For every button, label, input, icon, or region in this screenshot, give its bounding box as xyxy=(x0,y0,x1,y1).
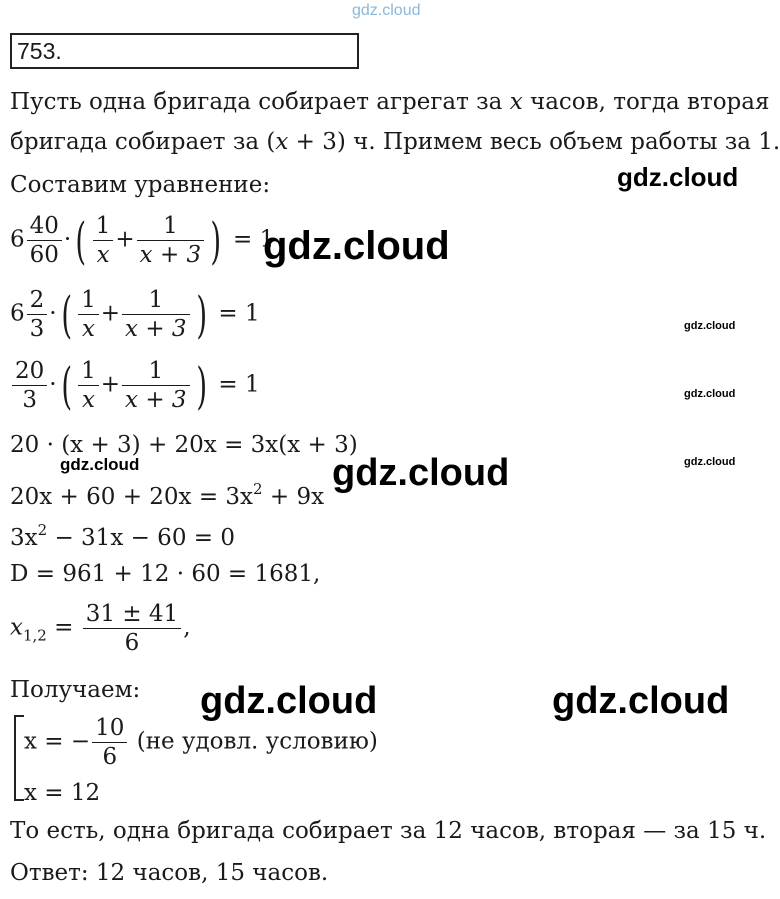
eq1-mixed-fraction xyxy=(27,212,62,269)
intro-line-2 xyxy=(10,129,780,155)
eq6-exponent: 2 xyxy=(37,521,48,539)
watermark: gdz.cloud xyxy=(684,388,736,400)
intro-line-2-x: x xyxy=(275,129,289,155)
solution-2: x = 12 xyxy=(24,780,101,806)
eq2-frac-1 xyxy=(78,286,99,343)
watermark-top: gdz.cloud xyxy=(352,2,421,19)
eq2-f1-num: 1 xyxy=(78,286,99,315)
watermark: gdz.cloud xyxy=(263,224,450,268)
watermark: gdz.cloud xyxy=(332,452,510,494)
eq1-whole: 6 xyxy=(10,226,25,253)
watermark: gdz.cloud xyxy=(200,680,378,722)
eq1-mixed-num: 40 xyxy=(27,212,62,241)
watermark: gdz.cloud xyxy=(684,320,736,332)
eq3-lead-fraction xyxy=(12,357,47,414)
eq3-f1-num: 1 xyxy=(78,357,99,386)
eq5-part-a: 20x + 60 + 20x = 3x xyxy=(10,484,254,510)
solution-bracket xyxy=(14,715,24,801)
eq2-mixed-den: 3 xyxy=(29,316,45,342)
roots-den: 6 xyxy=(124,630,140,656)
intro-text-b: часов, тогда вторая xyxy=(522,89,770,115)
eq3-lead-den: 3 xyxy=(22,387,37,413)
eq2-whole: 6 xyxy=(10,300,25,327)
eq3-f2-num: 1 xyxy=(122,357,190,386)
eq2-rhs: = 1 xyxy=(218,300,260,327)
eq5-part-b: + 9x xyxy=(262,484,325,510)
sol1-lhs: x = − xyxy=(24,728,91,755)
eq3-f2-den: x + 3 xyxy=(125,387,187,413)
equation-1: 6 $\frac{40}{60}$ ·( $\frac{1}{x}$ + $\frac{1}{x + 3}$ ) = 1 xyxy=(10,211,275,270)
roots-tail: , xyxy=(183,614,191,641)
intro-text-a: Пусть одна бригада собирает агрегат за xyxy=(10,89,510,115)
problem-number-box xyxy=(10,33,359,69)
eq3-rhs: = 1 xyxy=(218,371,260,398)
roots-subscript: 1,2 xyxy=(22,626,47,645)
eq6-part-a: 3x xyxy=(10,525,38,551)
roots-fraction xyxy=(83,600,181,657)
eq2-mixed-fraction xyxy=(27,286,48,343)
watermark: gdz.cloud xyxy=(552,680,730,722)
equation-roots xyxy=(10,600,191,657)
eq2-f1-den: x xyxy=(81,316,95,342)
sol1-fraction xyxy=(92,714,127,771)
eq1-frac-1 xyxy=(93,212,114,269)
eq1-mixed-den: 60 xyxy=(29,242,59,268)
equation-2: 6 $\frac{2}{3}$ ·( $\frac{1}{x}$ + $\frac{1}{x + 3}$ ) = 1 xyxy=(10,285,260,344)
eq2-f2-den: x + 3 xyxy=(125,316,187,342)
roots-lhs: x xyxy=(10,614,23,641)
intro-line-3: Составим уравнение: xyxy=(10,172,271,198)
equation-6 xyxy=(10,517,235,551)
eq3-frac-2 xyxy=(122,357,190,414)
eq1-f2-den: x + 3 xyxy=(139,242,202,268)
sol1-den: 6 xyxy=(102,744,118,770)
intro-line-2-b: + 3) ч. Примем весь объем работы за 1. xyxy=(288,129,780,155)
roots-eq: = xyxy=(46,614,81,641)
eq1-rhs: = 1 xyxy=(233,226,275,253)
eq1-frac-2 xyxy=(137,212,205,269)
eq1-f1-den: x xyxy=(96,242,110,268)
sol1-num: 10 xyxy=(92,714,127,743)
eq1-f2-num: 1 xyxy=(137,212,205,241)
sol1-note: (не удовл. условию) xyxy=(129,728,378,755)
eq2-mixed-num: 2 xyxy=(27,286,48,315)
watermark: gdz.cloud xyxy=(617,162,739,192)
eq3-lead-num: 20 xyxy=(12,357,47,386)
eq5-exponent: 2 xyxy=(253,480,263,498)
intro-variable: x xyxy=(509,89,523,115)
equation-discriminant: D = 961 + 12 · 60 = 1681, xyxy=(10,561,321,587)
watermark: gdz.cloud xyxy=(60,455,140,474)
getting-label: Получаем: xyxy=(10,677,141,703)
equation-3: $\frac{20}{3}$ ·( $\frac{1}{x}$ + $\frac{1}{x + 3}$ ) = 1 xyxy=(10,357,260,414)
eq3-f1-den: x xyxy=(81,387,95,413)
eq3-frac-1 xyxy=(78,357,99,414)
intro-line-2-a: бригада собирает за ( xyxy=(10,129,276,155)
equation-4: 20 · (x + 3) + 20x = 3x(x + 3) xyxy=(10,432,358,458)
intro-line-1 xyxy=(10,89,770,115)
problem-number: 753. xyxy=(17,38,62,64)
conclusion-text: То есть, одна бригада собирает за 12 часов, вторая — за 15 ч. xyxy=(10,818,767,844)
answer-text: Ответ: 12 часов, 15 часов. xyxy=(10,860,329,886)
eq2-frac-2 xyxy=(122,286,190,343)
watermark: gdz.cloud xyxy=(684,456,736,468)
equation-5 xyxy=(10,476,324,510)
eq6-part-b: − 31x − 60 = 0 xyxy=(47,525,235,551)
eq1-f1-num: 1 xyxy=(93,212,114,241)
roots-num: 31 ± 41 xyxy=(83,600,181,629)
eq2-f2-num: 1 xyxy=(122,286,190,315)
